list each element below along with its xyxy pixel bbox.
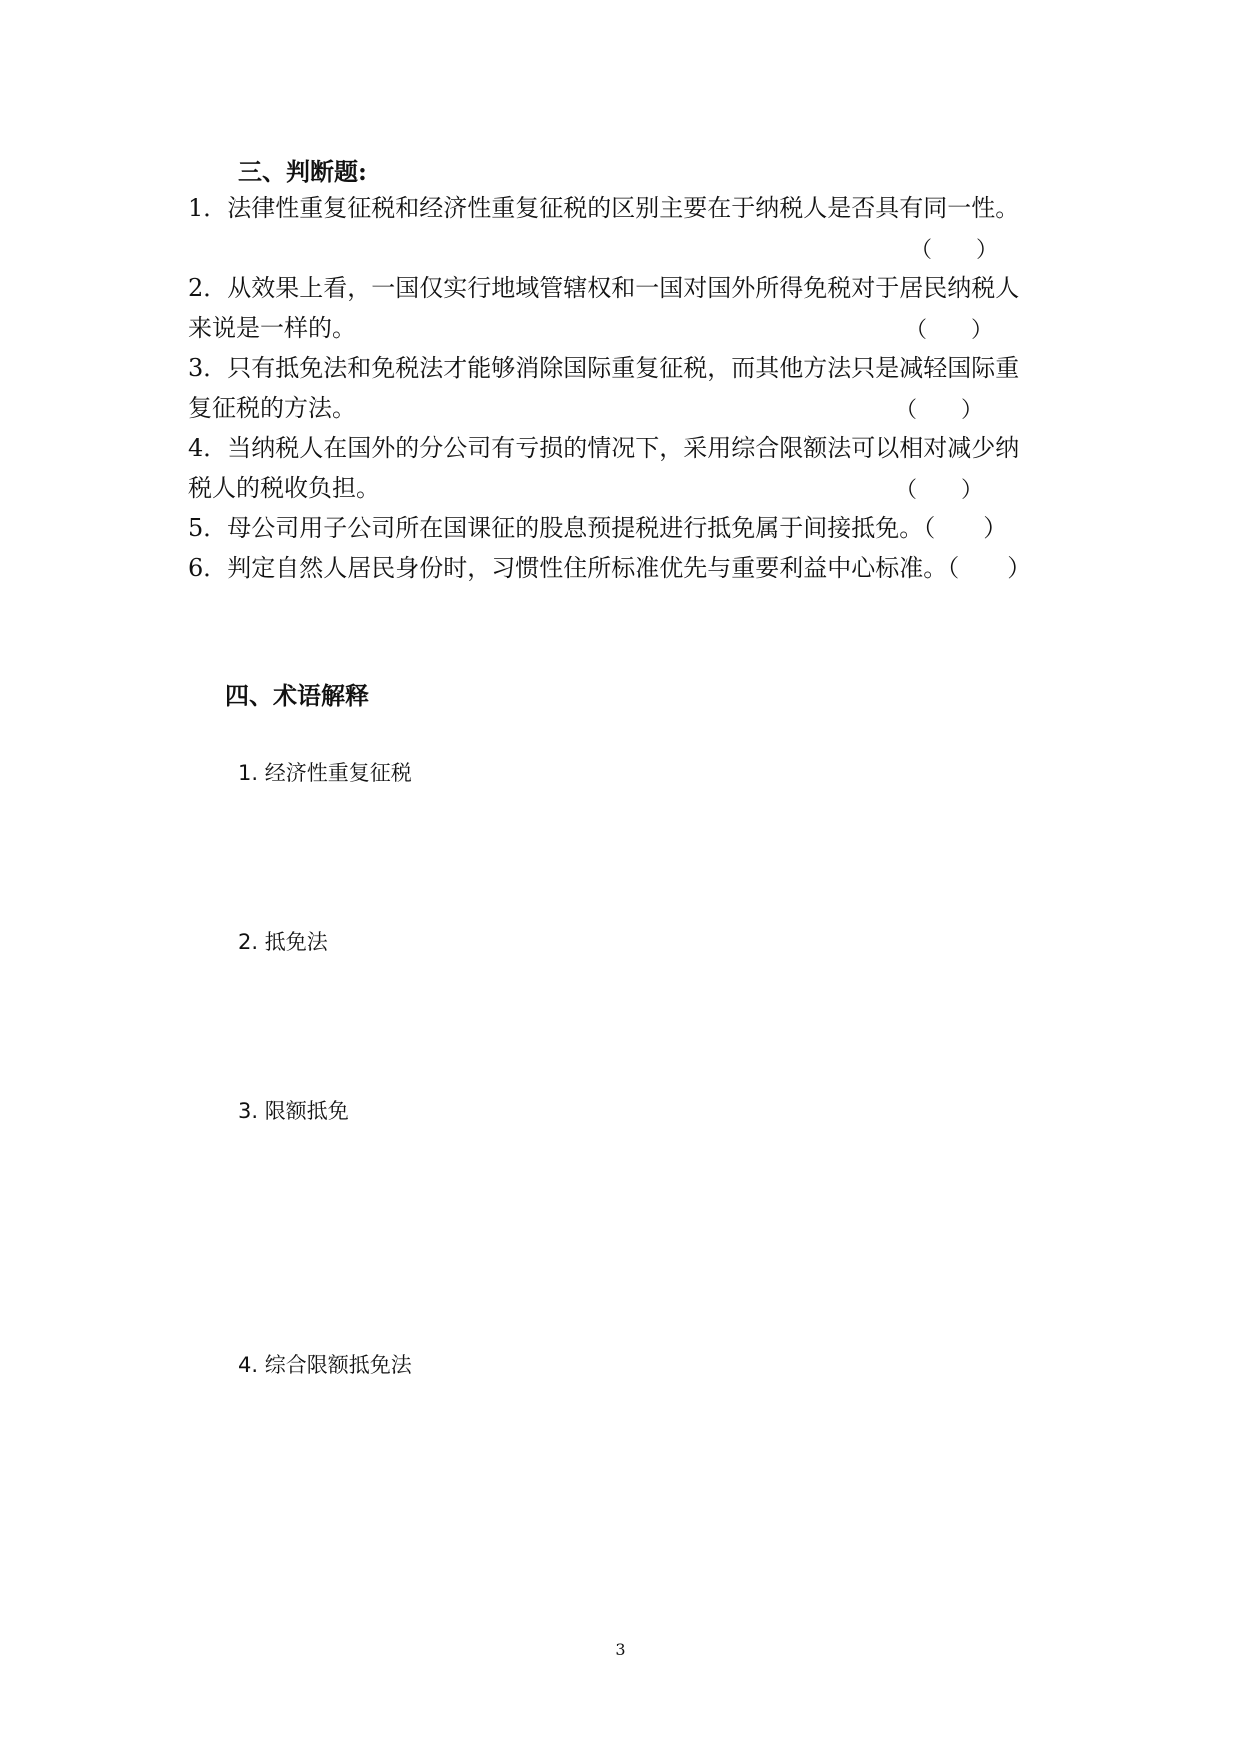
q2-line2: 来说是一样的。 — [188, 314, 356, 342]
section4-title: 四、术语解释 — [225, 681, 369, 710]
q1-line1: 1．法律性重复征税和经济性重复征税的区别主要在于纳税人是否具有同一性。 — [188, 194, 1020, 222]
q4-answer-paren: （ ） — [895, 478, 984, 503]
term-2: 2. 抵免法 — [238, 930, 328, 954]
section3-title: 三、判断题: — [238, 157, 367, 186]
q4-line2: 税人的税收负担。 — [188, 474, 380, 502]
q3-answer-paren: （ ） — [895, 398, 984, 423]
q2-line1: 2．从效果上看，一国仅实行地域管辖权和一国对国外所得免税对于居民纳税人 — [188, 274, 1020, 302]
term-1: 1. 经济性重复征税 — [238, 761, 412, 785]
term-3: 3. 限额抵免 — [238, 1099, 349, 1123]
q3-line2: 复征税的方法。 — [188, 394, 356, 422]
q4-line1: 4．当纳税人在国外的分公司有亏损的情况下，采用综合限额法可以相对减少纳 — [188, 434, 1020, 462]
page-number: 3 — [615, 1640, 626, 1659]
q3-line1: 3．只有抵免法和免税法才能够消除国际重复征税，而其他方法只是减轻国际重 — [188, 354, 1020, 382]
q5-line1: 5．母公司用子公司所在国课征的股息预提税进行抵免属于间接抵免。（ ） — [188, 514, 1008, 542]
q6-line1: 6．判定自然人居民身份时，习惯性住所标准优先与重要利益中心标准。（ ） — [188, 554, 1032, 582]
q1-answer-paren: （ ） — [910, 238, 999, 263]
term-4: 4. 综合限额抵免法 — [238, 1353, 412, 1377]
q2-answer-paren: （ ） — [905, 318, 994, 343]
